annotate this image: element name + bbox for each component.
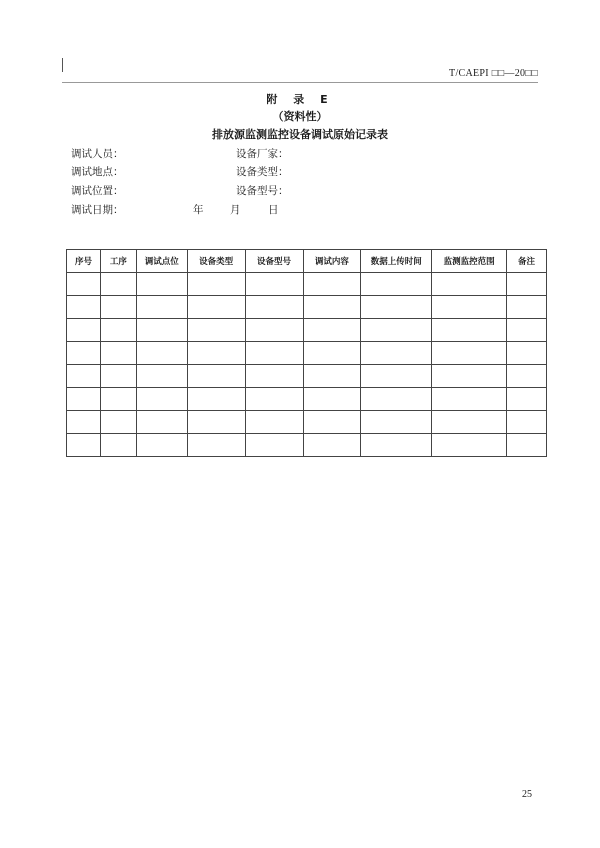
table-cell[interactable] [136,319,187,342]
table-cell[interactable] [432,273,507,296]
field-device-type: 设备类型： [236,166,289,178]
table-cell[interactable] [432,388,507,411]
table-cell[interactable] [507,319,547,342]
table-cell[interactable] [187,434,245,457]
field-manufacturer: 设备厂家： [236,148,289,160]
table-cell[interactable] [361,365,432,388]
table-cell[interactable] [303,388,361,411]
table-cell[interactable] [67,319,101,342]
table-row [67,411,547,434]
table-cell[interactable] [136,296,187,319]
table-cell[interactable] [187,365,245,388]
table-cell[interactable] [507,434,547,457]
table-cell[interactable] [100,388,136,411]
col-header-debug-point: 调试点位 [136,250,187,273]
table-cell[interactable] [245,296,303,319]
table-cell[interactable] [136,388,187,411]
table-cell[interactable] [67,365,101,388]
table-cell[interactable] [507,411,547,434]
table-cell[interactable] [245,434,303,457]
table-cell[interactable] [245,388,303,411]
table-cell[interactable] [245,319,303,342]
table-cell[interactable] [432,319,507,342]
table-cell[interactable] [432,342,507,365]
date-year: 年 [193,204,204,216]
table-cell[interactable] [432,434,507,457]
table-cell[interactable] [361,388,432,411]
table-cell[interactable] [432,411,507,434]
table-cell[interactable] [432,296,507,319]
table-cell[interactable] [100,342,136,365]
table-cell[interactable] [245,273,303,296]
table-row [67,342,547,365]
col-header-index: 序号 [67,250,101,273]
table-cell[interactable] [432,365,507,388]
table-cell[interactable] [303,365,361,388]
crop-mark [62,58,63,72]
col-header-monitor-range: 监测监控范围 [432,250,507,273]
table-cell[interactable] [100,296,136,319]
table-cell[interactable] [245,342,303,365]
table-cell[interactable] [100,365,136,388]
header-rule [62,82,538,83]
col-header-upload-time: 数据上传时间 [361,250,432,273]
table-cell[interactable] [507,296,547,319]
table-row [67,388,547,411]
table-cell[interactable] [245,365,303,388]
table-cell[interactable] [361,273,432,296]
table-cell[interactable] [361,296,432,319]
record-table [66,249,547,457]
table-cell[interactable] [303,342,361,365]
appendix-title: 附 录 E [266,93,334,106]
table-cell[interactable] [187,273,245,296]
col-header-device-type: 设备类型 [187,250,245,273]
table-cell[interactable] [187,296,245,319]
field-site: 调试地点： [71,166,124,178]
date-month: 月 [230,204,241,216]
appendix-note: （资料性） [272,110,328,123]
table-cell[interactable] [507,342,547,365]
table-cell[interactable] [67,411,101,434]
col-header-device-model: 设备型号 [245,250,303,273]
table-cell[interactable] [136,434,187,457]
table-cell[interactable] [507,388,547,411]
table-cell[interactable] [100,273,136,296]
table-cell[interactable] [361,342,432,365]
table-title: 排放源监测监控设备调试原始记录表 [212,128,388,141]
table-row [67,365,547,388]
table-cell[interactable] [67,434,101,457]
table-row [67,296,547,319]
table-cell[interactable] [100,411,136,434]
table-row [67,273,547,296]
table-cell[interactable] [136,411,187,434]
col-header-process: 工序 [100,250,136,273]
table-row [67,434,547,457]
table-header-row [67,250,547,273]
page-number: 25 [522,789,532,800]
table-cell[interactable] [507,365,547,388]
table-cell[interactable] [100,319,136,342]
table-cell[interactable] [303,434,361,457]
table-cell[interactable] [187,319,245,342]
date-day: 日 [268,204,279,216]
table-cell[interactable] [136,365,187,388]
table-cell[interactable] [187,411,245,434]
table-cell[interactable] [361,319,432,342]
table-cell[interactable] [303,411,361,434]
field-device-model: 设备型号： [236,185,289,197]
table-cell[interactable] [303,273,361,296]
table-cell[interactable] [67,388,101,411]
table-cell[interactable] [361,434,432,457]
table-row [67,319,547,342]
table-cell[interactable] [67,296,101,319]
field-position: 调试位置： [71,185,124,197]
table-cell[interactable] [100,434,136,457]
table-cell[interactable] [67,273,101,296]
table-cell[interactable] [136,273,187,296]
table-cell[interactable] [507,273,547,296]
table-body [67,273,547,457]
standard-code: T/CAEPI □□—20□□ [449,68,538,79]
table-cell[interactable] [361,411,432,434]
table-cell[interactable] [303,319,361,342]
table-cell[interactable] [187,342,245,365]
table-cell[interactable] [245,411,303,434]
field-date: 调试日期： [71,204,124,216]
col-header-debug-content: 调试内容 [303,250,361,273]
col-header-remarks: 备注 [507,250,547,273]
table-cell[interactable] [187,388,245,411]
field-personnel: 调试人员： [71,148,124,160]
table-cell[interactable] [67,342,101,365]
table-cell[interactable] [136,342,187,365]
table-cell[interactable] [303,296,361,319]
